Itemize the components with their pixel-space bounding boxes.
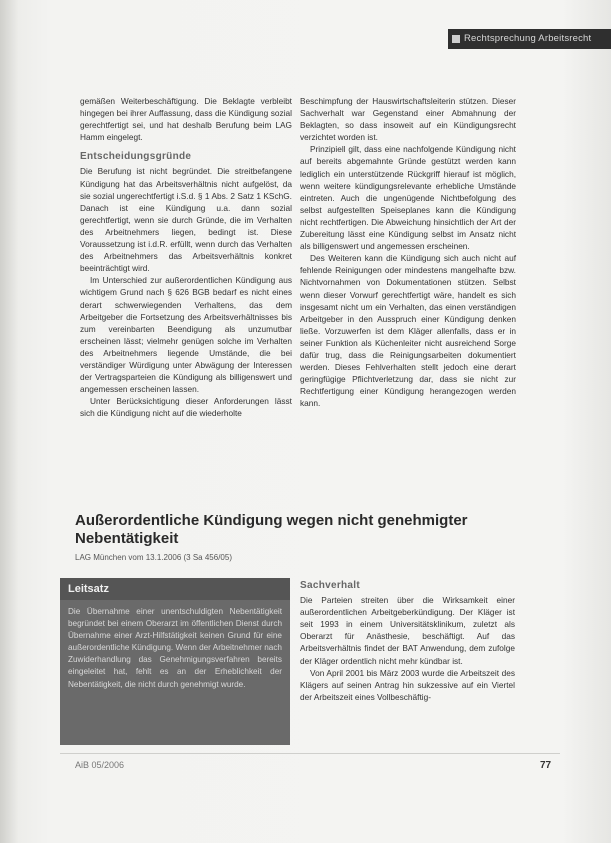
paragraph: Im Unterschied zur außerordentlichen Kündigung aus wichtigem Grund nach § 626 BGB bedarf es nicht eines derart schwerwiegenden Verhaltens, das dem Arbeitgeber die Fortsetzung des Arbeitsverhältnisses bis zum vereinbarten Beendigung als unzumutbar erscheinen lässt; vielmehr genügen solche im Verhalten des Arbeitnehmers liegende Umstände, die bei verständiger Würdigung unter Abwägung der Interessen der Vertragsparteien die Kündigung als billigenswert und angemessen erscheinen lassen. bbox=[80, 275, 292, 395]
article-reference: LAG München vom 13.1.2006 (3 Sa 456/05) bbox=[75, 553, 232, 562]
page-number: 77 bbox=[540, 760, 552, 771]
paragraph: Die Berufung ist nicht begründet. Die streitbefangene Kündigung hat das Arbeitsverhältnis nicht aufgelöst, da sie sozial ungerechtfertigt i.S.d. § 1 Abs. 2 Satz 1 KSchG. Danach ist eine Kündigung u.a. dann sozial gerechtfertigt, wenn sie durch Gründe, die im Verhalten des Arbeitnehmers liegen, bedingt ist. Diese Voraussetzung ist i.d.R. erfüllt, wenn durch das Verhalten des Arbeitnehmers das Arbeitsverhältnis konkret beeinträchtigt wird. bbox=[80, 166, 292, 274]
paragraph: Des Weiteren kann die Kündigung sich auch nicht auf fehlende Reinigungen oder mindestens mangelhafte bzw. Nichtvornahmen von Dokumentationen stützen. Selbst wenn dieser Vorwurf gerechtfertigt wäre, handelt es sich insgesamt nicht um ein Verhalten, das einen verständigen Arbeitgeber in den Ausspruch einer Kündigung denken ließe. Vorzuwerfen ist dem Kläger allenfalls, dass er in seiner Funktion als Küchenleiter nicht ausreichend Sorge dafür trug, dass die Reinigungsarbeiten dokumentiert werden. Dieses Fehlverhalten stellt jedoch eine derart geringfügige Pflichtverletzung dar, dass sie nicht zur Rechtfertigung einer Kündigung herangezogen werden kann. bbox=[300, 253, 516, 409]
article-title: Außerordentliche Kündigung wegen nicht genehmigter Nebentätigkeit bbox=[75, 512, 468, 547]
paragraph: gemäßen Weiterbeschäftigung. Die Beklagte verbleibt hingegen bei ihrer Auffassung, dass die Kündigung sozial gerechtfertigt sei, und hat deshalb Berufung beim LAG Hamm eingelegt. bbox=[80, 96, 292, 143]
journal-issue: AiB 05/2006 bbox=[75, 760, 125, 770]
leitsatz-heading: Leitsatz bbox=[60, 578, 290, 600]
section-tag-label: Rechtsprechung Arbeitsrecht bbox=[464, 33, 592, 44]
paragraph: Prinzipiell gilt, dass eine nachfolgende Kündigung nicht auf bereits abgemahnte Gründe gestützt werden kann lediglich ein unterstützende Rückgriff hierauf ist möglich, wenn weitere kündigungsrelevante erhebliche Umstände eintreten. Auch die ungenügende Nichtbefolgung des selbst aufgestellten Speiseplanes kann die Kündigung nicht rechtfertigen. Die Abweichung hinsichtlich der Art der Zubereitung lässt eine Kündigung selbst im Ansatz nicht als billigenswert und angemessen erscheinen. bbox=[300, 144, 516, 252]
paragraph: Die Parteien streiten über die Wirksamkeit einer außerordentlichen Arbeitgeberkündigung. Der Kläger ist seit 1993 in einem Universitätsklinikum, zuletzt als Oberarzt für Anästhesie, beschäftigt. Auf das Arbeitsverhältnis findet der BAT Anwendung, dem zufolge der Kläger ordentlich nicht mehr kündbar ist. bbox=[300, 595, 515, 666]
page-spine bbox=[0, 0, 18, 843]
leitsatz-box bbox=[60, 578, 290, 745]
paragraph: Von April 2001 bis März 2003 wurde die Arbeitszeit des Klägers auf seinen Antrag hin sukzessive auf ein Viertel der Arbeitszeit eines Vollbeschäftig- bbox=[300, 667, 515, 702]
section-heading: Entscheidungsgründe bbox=[80, 151, 192, 163]
column-left bbox=[80, 95, 292, 419]
section-tag bbox=[448, 29, 611, 49]
column-right bbox=[300, 95, 516, 409]
paragraph: Beschimpfung der Hauswirtschaftsleiterin stützen. Dieser Sachverhalt war Gegenstand einer Abmahnung der Beklagten, so dass insoweit auf ein Kündigungsrecht verzichtet worden ist. bbox=[300, 96, 516, 143]
section-heading: Sachverhalt bbox=[300, 580, 360, 591]
sachverhalt-column bbox=[300, 580, 515, 703]
leitsatz-text: Die Übernahme einer unentschuldigten Nebentätigkeit begründet bei einem Oberarzt im öffentlichen Dienst durch Übernahme einer Arzt-Hilfstätigkeit keinen Grund für eine außerordentliche Kündigung. Wenn der Arbeitnehmer nach Zuwiderhandlung das Genehmigungsverfahren bereits eingeleitet hat, fehlt es an der Erheblichkeit der Nebentätigkeit, die nicht durch genehmigt wurde. bbox=[68, 607, 282, 689]
paragraph: Unter Berücksichtigung dieser Anforderungen lässt sich die Kündigung nicht auf die wiederholte bbox=[80, 396, 292, 419]
square-icon bbox=[452, 35, 460, 43]
footer-divider bbox=[60, 753, 560, 754]
